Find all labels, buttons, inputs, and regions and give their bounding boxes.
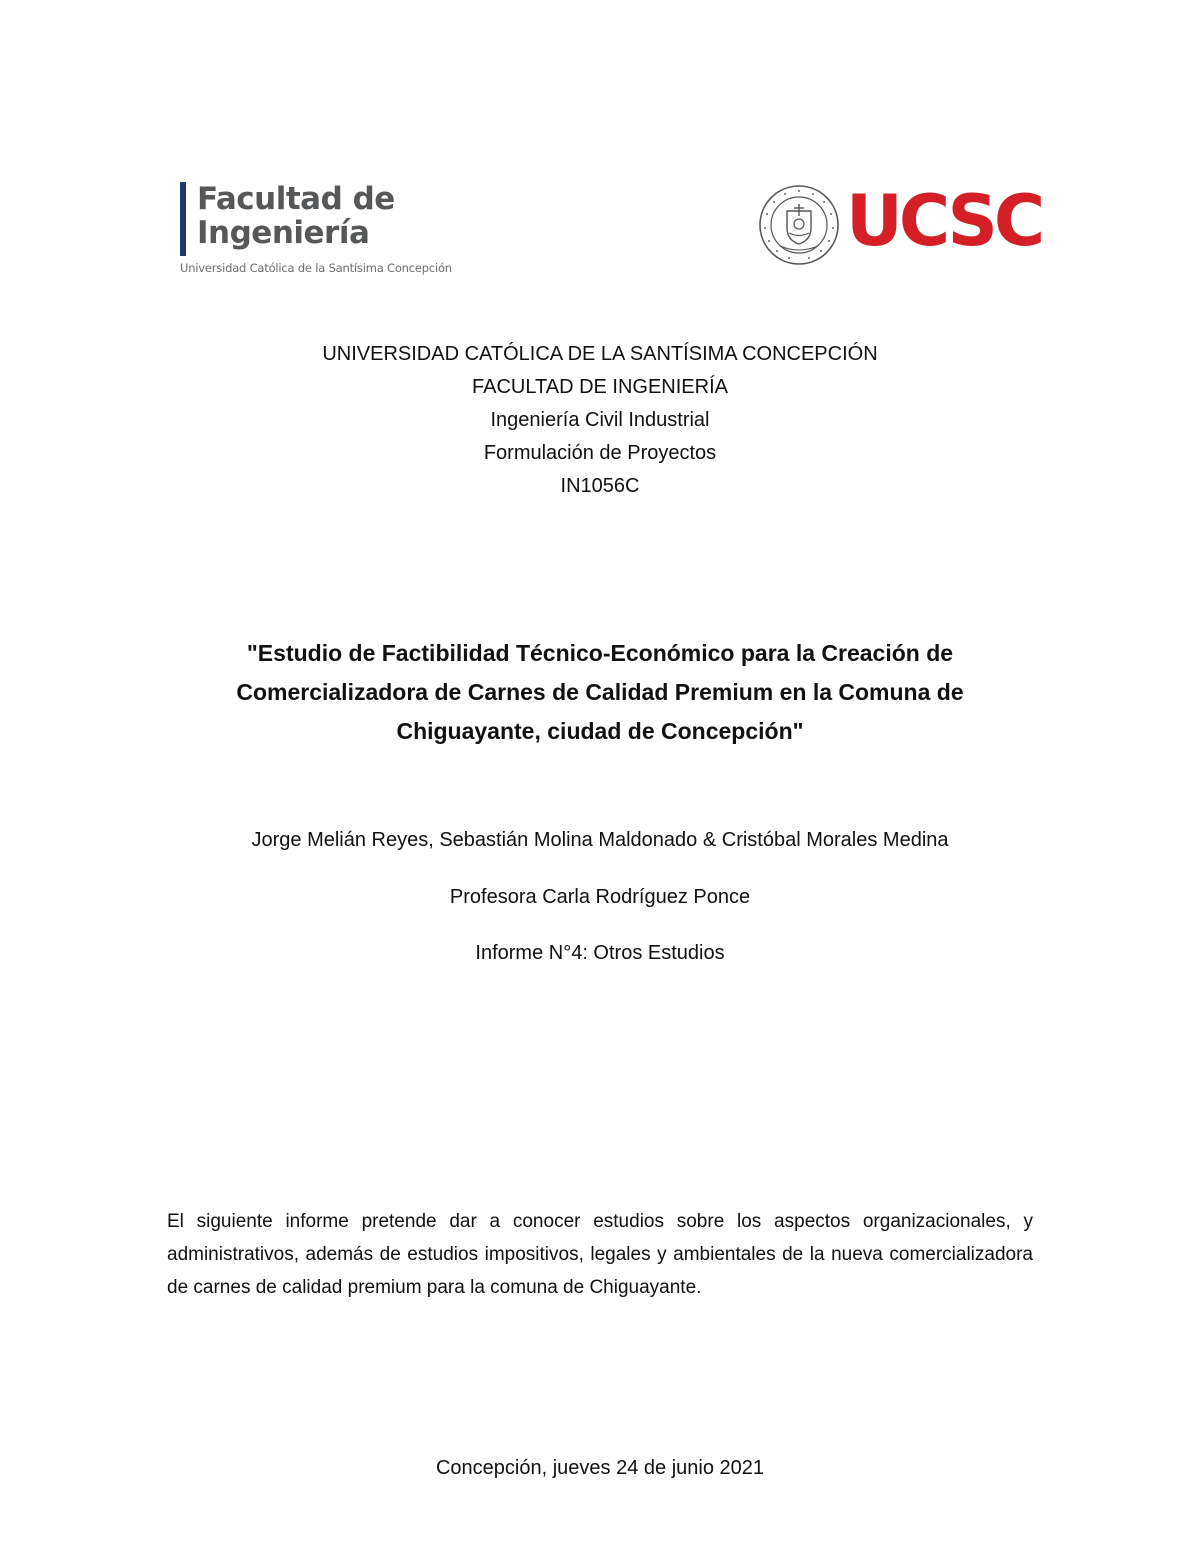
university-name: UNIVERSIDAD CATÓLICA DE LA SANTÍSIMA CONCEPCIÓN (322, 343, 878, 365)
faculty-logo-line1: Facultad de (197, 181, 395, 217)
title-line-1: "Estudio de Factibilidad Técnico-Económico para la Creación de (246, 640, 954, 666)
faculty-logo (180, 180, 452, 280)
ucsc-seal-icon (758, 184, 840, 266)
course-name: Formulación de Proyectos (483, 442, 717, 464)
faculty-name: FACULTAD DE INGENIERÍA (472, 376, 728, 398)
title-line-3: Chiguayante, ciudad de Concepción" (396, 718, 804, 744)
professor: Profesora Carla Rodríguez Ponce (449, 886, 751, 908)
program-name: Ingeniería Civil Industrial (490, 409, 710, 431)
report-name: Informe N°4: Otros Estudios (475, 942, 725, 964)
course-code: IN1056C (560, 475, 640, 497)
title-line-2: Comercializadora de Carnes de Calidad Premium en la Comuna de (236, 679, 964, 705)
institution-header (0, 338, 1200, 503)
faculty-logo-bar (180, 182, 186, 256)
faculty-logo-line2: Ingeniería (197, 215, 370, 251)
authors: Jorge Melián Reyes, Sebastián Molina Maldonado & Cristóbal Morales Medina (251, 829, 949, 851)
ucsc-wordmark: UCSC (846, 180, 1042, 262)
abstract-paragraph: El siguiente informe pretende dar a conocer estudios sobre los aspectos organizacionales, y administrativos, además de estudios impositivos, legales y ambientales de la nueva comercializadora de carnes de calidad premium para la comuna de Chiguayante. (167, 1211, 1033, 1298)
document-title (0, 634, 1200, 751)
faculty-logo-subtitle: Universidad Católica de la Santísima Concepción (180, 261, 452, 275)
place-and-date: Concepción, jueves 24 de junio 2021 (435, 1457, 765, 1479)
